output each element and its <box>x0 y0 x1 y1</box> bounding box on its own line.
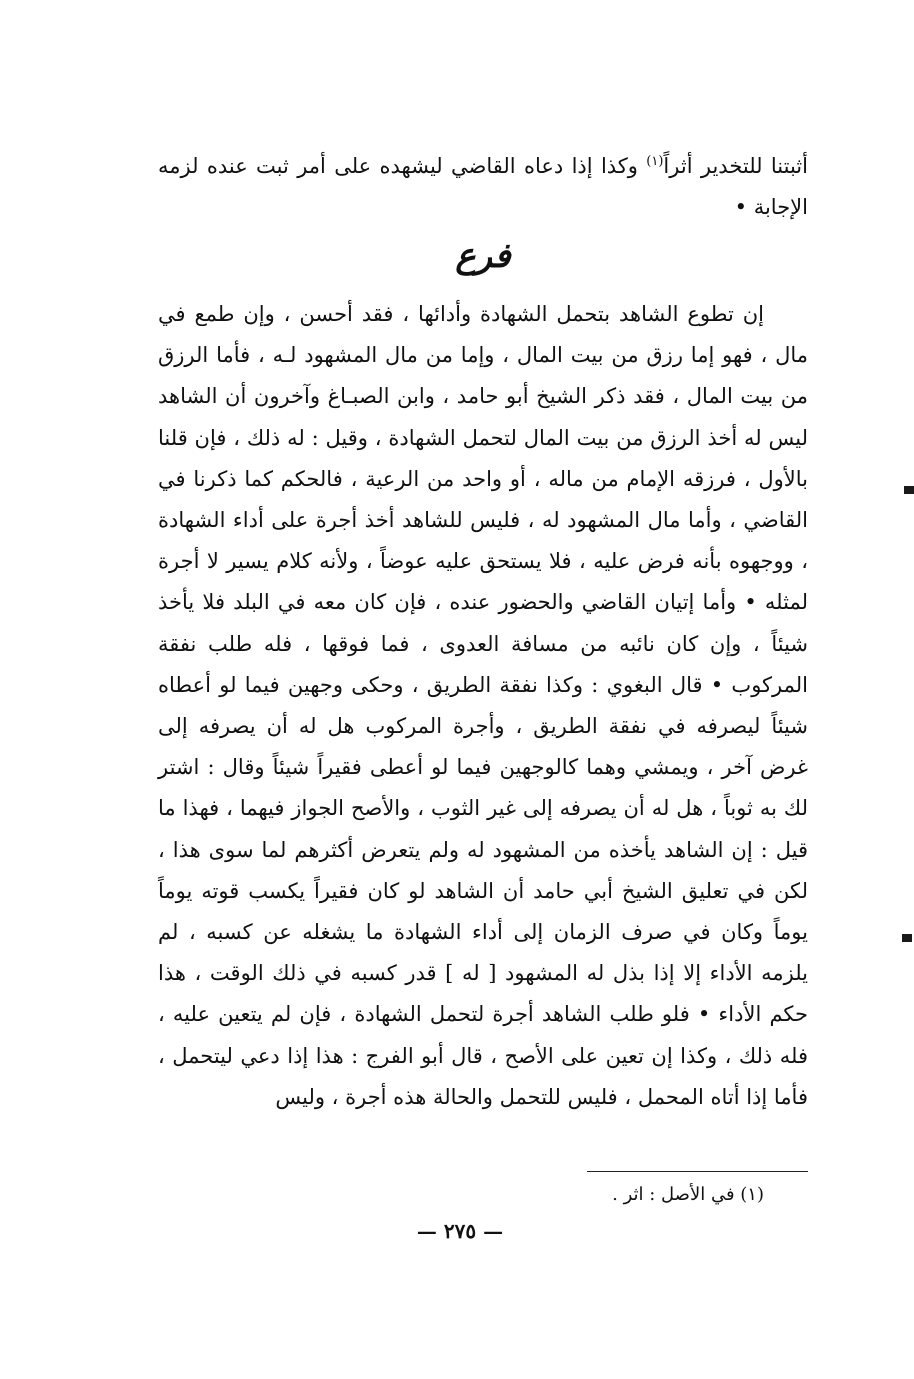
intro-text-after-ref: وكذا إذا دعاه القاضي ليشهده على أمر ثبت عنده لزمه الإجابة • <box>158 154 808 220</box>
body-text: إن تطوع الشاهد بتحمل الشهادة وأدائها ، فقد أحسن ، وإن طمع في مال ، فهو إما رزق من بيت المال ، وإما من مال المشهود لـه ، فأما الرزق من بيت المال ، فقد ذكر الشيخ أبو حامد ، وابن الصبـاغ وآخرون أن الشاهد ليس له أخذ الرزق من بيت المال لتحمل الشهادة ، وقيل : له ذلك ، فإن قلنا بالأول ، فرزقه الإمام من ماله ، أو واحد من الرعية ، فالحكم كما ذكرنا في القاضي ، وأما مال المشهود له ، فليس للشاهد أخذ أجرة على أداء الشهادة ، ووجهوه بأنه فرض عليه ، فلا يستحق عليه عوضاً ، ولأنه كلام يسير لا أجرة لمثله • وأما إتيان القاضي والحضور عنده ، فإن كان معه في البلد فلا يأخذ شيئاً ، وإن كان نائبه من مسافة العدوى ، فما فوقها ، فله طلب نفقة المركوب • قال البغوي : وكذا نفقة الطريق ، وحكى وجهين فيما لو أعطاه شيئاً ليصرفه في نفقة الطريق ، وأجرة المركوب هل له أن يصرفه إلى غرض آخر ، ويمشي وهما كالوجهين فيما لو أعطى فقيراً شيئاً وقال : اشتر لك به ثوباً ، هل له أن يصرفه إلى غير الثوب ، والأصح الجواز فيهما ، فهذا ما قيل : إن الشاهد يأخذه من المشهود له ولم يتعرض أكثرهم لما سوى هذا ، لكن في تعليق الشيخ أبي حامد أن الشاهد لو كان فقيراً يكسب قوته يوماً يوماً وكان في صرف الزمان إلى أداء الشهادة ما يشغله عن كسبه ، لم يلزمه الأداء إلا إذا بذل له المشهود [ له ] قدر كسبه في ذلك الوقت ، هذا حكم الأداء • فلو طلب الشاهد أجرة لتحمل الشهادة ، فإن لم يتعين عليه ، فله ذلك ، وكذا إن تعين على الأصح ، قال أبو الفرج : هذا إذا دعي ليتحمل ، فأما إذا أتاه المحمل ، فليس للتحمل والحالة هذه أجرة ، وليس <box>158 302 808 1109</box>
intro-text-before-ref: أثبتنا للتخدير أثراً <box>663 154 808 178</box>
footnote: (١) في الأصل : اثر . <box>612 1184 764 1205</box>
intro-paragraph <box>158 146 808 228</box>
footnote-divider <box>587 1171 808 1172</box>
body-paragraph <box>158 294 808 1118</box>
footnote-reference: (١) <box>646 154 664 169</box>
margin-mark <box>904 486 914 494</box>
page-number: — ٢٧٥ — <box>416 1219 504 1243</box>
section-heading: فرع <box>455 236 511 276</box>
margin-mark <box>902 934 912 942</box>
intro-text <box>158 146 808 228</box>
